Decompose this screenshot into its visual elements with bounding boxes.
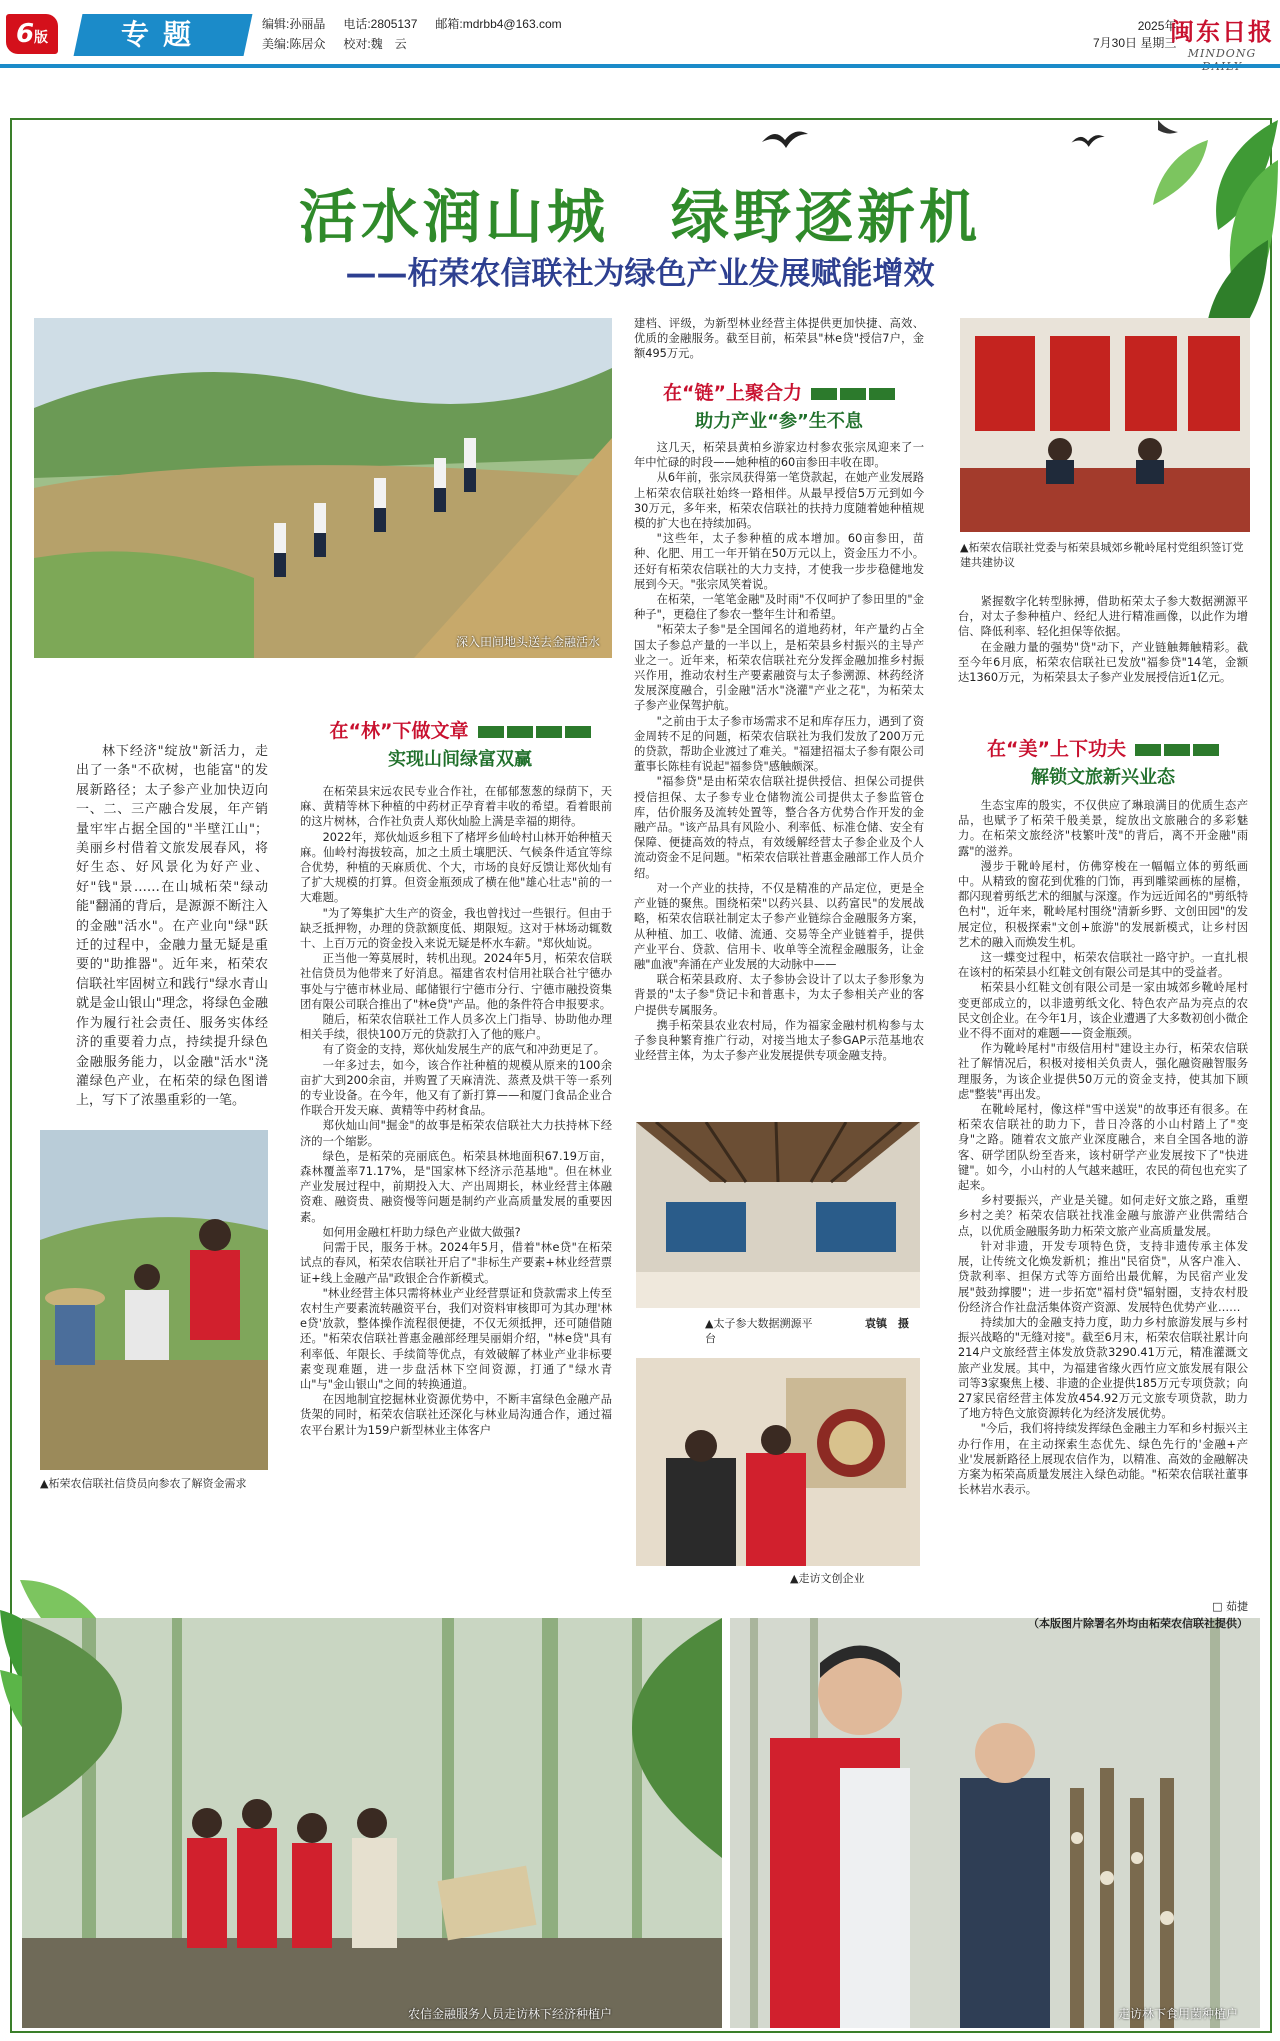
section-body-industry-chain-continued: 紧握数字化转型脉搏，借助柘荣太子参大数据溯源平台，对太子参种植户、经纪人进行精准画像，以此作为增信、降低利率、轻化担保等依据。 在金融力量的强势"贷"动下，产业链触舞触精彩。截至今年6月底，柘荣农信联社已发放"福参贷"14笔，金额达1360万元，为柘荣县太子参产业发展授信近1亿元。 (958, 595, 1248, 685)
section-heading-forest: 在“林”下做文章 实现山间绿富双赢 (300, 716, 620, 771)
photo-cultural-enterprise (636, 1358, 920, 1566)
masthead-rule (0, 64, 1280, 68)
section-heading-industry-chain: 在“链”上聚合力 助力产业“参”生不息 (634, 378, 924, 433)
bird-icon (760, 122, 810, 152)
photo-overlay-caption: 深入田间地头送去金融活水 (455, 635, 600, 649)
section-body-forest-continued: 建档、评级，为新型林业经营主体提供更加快捷、高效、优质的金融服务。截至目前，柘荣县"林e贷"授信7户，金额495万元。 (634, 317, 924, 361)
section-body-culture-tourism: 生态宝库的殷实，不仅供应了琳琅满目的优质生态产品，也赋予了柘荣千般美景，绽放出文旅融合的多彩魅力。在柘荣文旅经济"枝繁叶茂"的背后，离不开金融"雨露"的滋养。 漫步于靴岭尾村，仿佛穿梭在一幅幅立体的剪纸画中。从精致的窗花到优雅的门饰，再到雕梁画栋的屋檐，都闪现着剪纸艺术的细腻与深邃。作为远近闻名的"剪纸特色村"，近年来，靴岭尾村围绕"清新乡野、文创田园"的发展定位，积极探索"文创+旅游"的发展新模式，让乡村因艺术的融入而焕发生机。 这一蝶变过程中，柘荣农信联社一路守护。一直扎根在该村的柘荣县小红鞋文创有限公司是其中的受益者。 柘荣县小红鞋文创有限公司是一家由城郊乡靴岭尾村变更部成立的，以非遗剪纸文化、特色农产品为亮点的农民文创企业。在今年1月，该企业遭遇了大多数初创小微企业不得不面对的难题——资金瓶颈。 作为靴岭尾村"市级信用村"建设主办行，柘荣农信联社了解情况后，积极对接相关负责人，强化融资融智服务理服务，为该企业提供50万元的资金支持，使其加下顾虑"整装"再出发。 在靴岭尾村，像这样"雪中送炭"的故事还有很多。在柘荣农信联社的助力下，昔日冷落的小山村踏上了"变身"之路。随着农文旅产业深度融合，来自全国各地的游客、研学团队纷至沓来，该村研学产业发展按下了"快进键"。如今，小山村的人气越来越旺，农民的荷包也充实了起来。 乡村要振兴，产业是关键。如何走好文旅之路，重塑乡村之美？柘荣农信联社找准金融与旅游产业供需结合点，以优质金融服务助力柘荣文旅产业高质量发展。 针对非遗，开发专项特色贷，支持非遗传承主体发展，让传统文化焕发新机；推出"民宿贷"，从客户准入、贷款利率、担保方式等方面给出最优解，为民宿产业发展"鼓劲撑腰"；进一步拓宽"福村贷"辐射圈，支持农村股份经济合作社盘活集体资产资源、发展特色优势产业…… 持续加大的金融支持力度，助力乡村旅游发展与乡村振兴战略的"无缝对接"。截至6月末，柘荣农信联社累计向214户文旅经营主体发放贷款3290.41万元，精准灌溉文旅产业发展。其中，为福建省缘火西竹应文旅发展有限公司等3家聚焦上楼、非遗的企业提供185万元专项贷款；向27家民宿经营主体发放454.92万元文旅专项贷款，助力了地方特色文旅资源转化为经济发展优势。 "今后，我们将持续发挥绿色金融主力军和乡村振兴主办行作用，在主动探索生态优先、绿色先行的'金融+产业'发展新路径上展现农信作为，以精准、高效的金融解决方案为柘荣高质量发展注入绿色动能。"柘荣农信联社董事长林岩水表示。 (958, 799, 1248, 1497)
subheadline: ——柘荣农信联社为绿色产业发展赋能增效 (345, 256, 935, 292)
photo-caption: ▲柘荣农信联社党委与柘荣县城郊乡靴岭尾村党组织签订党建共建协议 (960, 541, 1244, 569)
photo-caption: ▲柘荣农信联社信贷员向参农了解资金需求 (40, 1477, 247, 1490)
lead-paragraph: 林下经济"绽放"新活力，走出了一条"不砍树，也能富"的发展新路径；太子参产业加快迈向一、二、三产融合发展，年产销量牢牢占据全国的"半壁江山"；美丽乡村借着文旅发展春风，将好生态、好风景化为好产业、好"钱"景……在山城柘荣"绿动能"翻涌的背后，是源源不断注入的金融"活水"。在产业向"绿"跃迁的过程中，金融力量无疑是重要的"助推器"。近年来，柘荣农信联社牢固树立和践行"绿水青山就是金山银山"理念，将绿色金融作为履行社会责任、服务实体经济的重要着力点，持续提升绿色金融服务能力，以金融"活水"浇灌绿色产业，在柘荣的绿色图谱上，写下了浓墨重彩的一笔。 (76, 744, 268, 1109)
photo-signing-ceremony (960, 318, 1250, 532)
photo-forest-visit (22, 1618, 722, 2028)
photo-data-platform (636, 1122, 920, 1308)
photo-credit: 袁镇 摄 (865, 1317, 909, 1330)
headline: 活水润山城 绿野逐新机 (298, 183, 981, 251)
page-number-badge: 6版 (6, 14, 58, 54)
photo-mushroom-farm (730, 1618, 1260, 2028)
section-heading-culture-tourism: 在“美”上下功夫 解锁文旅新兴业态 (958, 734, 1248, 789)
article-byline: □ 茹捷 （本版图片除署名外均由柘荣农信联社提供） (1028, 1600, 1248, 1630)
newspaper-logo: 闽东日报 MINDONG (1170, 17, 1274, 60)
photo-caption: ▲走访文创企业 (790, 1572, 865, 1585)
photo-overlay-caption: 农信金融服务人员走访林下经济种植户 (407, 2007, 612, 2021)
section-body-industry-chain: 这几天，柘荣县黄柏乡游家边村参农张宗凤迎来了一年中忙碌的时段——她种植的60亩参田丰收在即。 从6年前，张宗凤获得第一笔贷款起，在她产业发展路上柘荣农信联社始终一路相伴。从最早授信5万元到如今30万元，多年来，柘荣农信联社的扶持力度随着她种植规模的扩大也在持续加码。 "这些年，太子参种植的成本增加。60亩参田，苗种、化肥、用工一年开销在50万元以上，资金压力不小。还好有柘荣农信联社的大力支持，才使我一步步稳健地发展到今天。"张宗凤笑着说。 在柘荣，一笔笔金融"及时雨"不仅呵护了参田里的"金种子"，更稳住了参农一整年生计和希望。 "柘荣太子参"是全国闻名的道地药材，年产量约占全国太子参总产量的一半以上，是柘荣县乡村振兴的主导产业之一。近年来，柘荣农信联社充分发挥金融加推乡村振兴作用，推动农村生产要素融资与太子参溯源、林药经济发展深度融合，引金融"活水"浇灌"产业之花"，为柘荣太子参产业保驾护航。 "之前由于太子参市场需求不足和库存压力，遇到了资金周转不足的问题，柘荣农信联社为我们发放了200万元的贷款，帮助企业渡过了难关。"福建招福太子参有限公司董事长陈桂有说起"福参贷"感触颇深。 "福参贷"是由柘荣农信联社提供授信、担保公司提供授信担保、太子参专业仓储物流公司提供太子参监管仓库，估价服务及流转处置等，整合各方优势合作开发的金融产品。"该产品具有风险小、利率低、标准仓储、安全有保障、便捷高效的特点，有效缓解经营太子参企业及个人流动资金不足问题。"柘荣农信联社普惠金融部工作人员介绍。 对一个产业的扶持，不仅是精准的产品定位，更是全产业链的聚焦。围绕柘荣"以药兴县、以药富民"的发展战略，柘荣农信联社制定太子参产业链综合金融服务方案，从种植、加工、收储、流通、交易等全产业链着手，提供产业平台、贷款、信用卡、收单等全流程金融服务，让金融"血液"奔涌在产业发展的大动脉中—— 联合柘荣县政府、太子参协会设计了以太子参形象为背景的"太子参"贷记卡和普惠卡，为太子参相关产业的客户提供专属服务。 携手柘荣县农业农村局，作为福家金融村机构参与太子参良种繁育推广行动，对接当地太子参GAP示范基地农业经营主体，为太子参产业发展提供专项金融支持。 (634, 441, 924, 1063)
issue-date: 2025年 7月30日 星期三 (1093, 19, 1177, 50)
photo-loan-officer-farmers (40, 1130, 268, 1470)
section-body-forest: 在柘荣县宋远农民专业合作社，在郁郁葱葱的绿荫下，天麻、黄精等林下种植的中药材正孕育着丰收的希望。看着眼前的这片树林，合作社负责人郑伙灿脸上满是幸福的期待。 2022年，郑伙灿返乡租下了楮坪乡仙岭村山林开始种植天麻。仙岭村海拔较高，加之土质土壤肥沃、气候条件适宜等综合优势，种植的天麻质优、个大，市场的良好反馈让郑伙灿有了扩大规模的打算。但资金瓶颈成了横在他"雄心壮志"前的一大难题。 "为了筹集扩大生产的资金，我也曾找过一些银行。但由于缺乏抵押物，办理的贷款额度低、期限短。这对于林场动辄数十、上百万元的资金投入来说无疑是杯水车薪。"郑伙灿说。 正当他一筹莫展时，转机出现。2024年5月，柘荣农信联社信贷员为他带来了好消息。福建省农村信用社联合社宁德办事处与宁德市林业局、邮储银行宁德市分行、宁德市融投资集团有限公司联合推出了"林e贷"产品。他的条件符合申报要求。 随后，柘荣农信联社工作人员多次上门指导、协助他办理相关手续，很快100万元的贷款打入了他的账户。 有了资金的支持，郑伙灿发展生产的底气和冲劲更足了。 一年多过去，如今，该合作社种植的规模从原来的100余亩扩大到200余亩，并购置了天麻清洗、蒸煮及烘干等一系列的专业设备。在今年，他又有了新打算——和厦门食品企业合作联合开发天麻、黄精等中药材食品。 郑伙灿山间"掘金"的故事是柘荣农信联社大力扶持林下经济的一个缩影。 绿色，是柘荣的亮丽底色。柘荣县林地面积67.19万亩，森林覆盖率71.17%，是"国家林下经济示范基地"。但在林业产业发展过程中，前期投入大、产出周期长，林业经营主体融资难、融资贵、融资慢等问题是制约产业高质量发展的重要因素。 如何用金融杠杆助力绿色产业做大做强? 问需于民，服务于林。2024年5月，借着"林e贷"在柘荣试点的春风，柘荣农信联社开启了"非标生产要素+林业经营票证+线上金融产品"政银企合作新模式。 "林业经营主体只需将林业产业经营票证和贷款需求上传至农村生产要素流转融资平台，我们对资料审核即可为其办理'林e贷'放款，整体操作流程很便捷，不仅无须抵押，还可随借随还。"柘荣农信联社普惠金融部经理吴丽娟介绍，"林e贷"具有利率低、年限长、手续简等优点，有效破解了林业产业非标要素变现难题，进一步盘活林下空间资源，打通了"绿水青山"与"金山银山"之间的转换通道。 在因地制宜挖掘林业资源优势中，不断丰富绿色金融产品货架的同时，柘荣农信联社还深化与林业局沟通合作，通过福农平台累计为159户新型林业主体客户 (300, 785, 612, 1437)
editor-info: 编辑:孙丽晶 电话:2805137 邮箱:mdrbb4@163.com 美编:陈居众 校对:魏 云 (262, 17, 562, 51)
bird-icon (1070, 128, 1106, 150)
photo-overlay-caption: 走访林下食用菌种植户 (1117, 2007, 1238, 2021)
section-label: 专题 (74, 14, 253, 56)
photo-caption: ▲太子参大数据溯源平台 (705, 1317, 813, 1345)
photo-field-visit (34, 318, 612, 658)
